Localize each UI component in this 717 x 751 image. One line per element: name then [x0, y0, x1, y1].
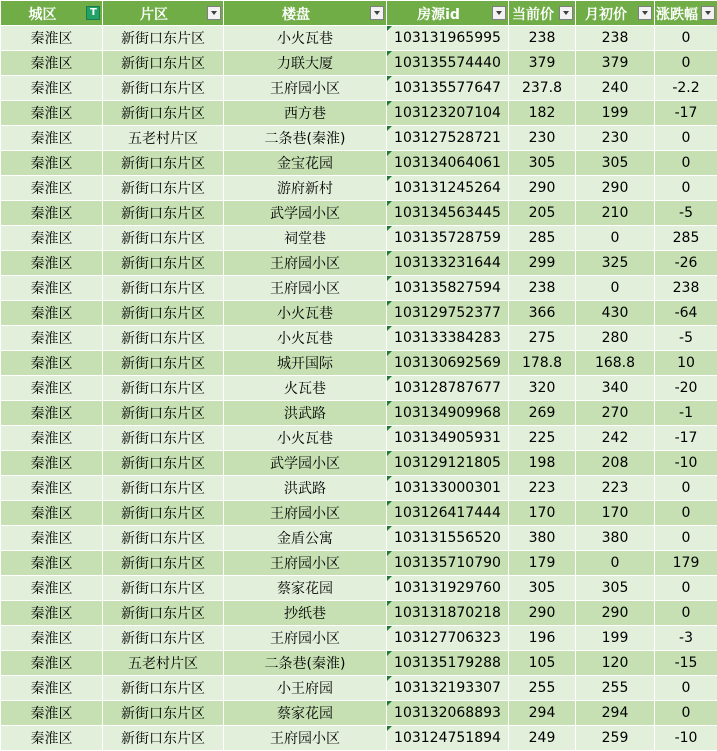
cell-listing-id[interactable]: 103134064061	[387, 151, 509, 176]
cell-change[interactable]: 285	[655, 226, 717, 251]
cell-area[interactable]: 新街口东片区	[103, 101, 224, 126]
cell-area[interactable]: 新街口东片区	[103, 326, 224, 351]
cell-listing-id[interactable]: 103134909968	[387, 401, 509, 426]
cell-change[interactable]: -20	[655, 376, 717, 401]
header-current-price[interactable]	[509, 1, 576, 26]
header-label: 房源id	[387, 4, 490, 24]
cell-current-price[interactable]: 299	[509, 251, 576, 276]
cell-district[interactable]: 秦淮区	[1, 676, 103, 701]
cell-district[interactable]: 秦淮区	[1, 451, 103, 476]
cell-month-start-price[interactable]: 430	[576, 301, 655, 326]
filter-dropdown-icon[interactable]	[559, 6, 573, 20]
cell-current-price[interactable]: 237.8	[509, 76, 576, 101]
cell-change[interactable]: 0	[655, 126, 717, 151]
cell-listing-id[interactable]: 103135179288	[387, 651, 509, 676]
cell-estate[interactable]: 火瓦巷	[224, 376, 387, 401]
table-row	[1, 551, 717, 576]
cell-district[interactable]: 秦淮区	[1, 301, 103, 326]
cell-estate[interactable]: 王府园小区	[224, 726, 387, 751]
cell-current-price[interactable]: 275	[509, 326, 576, 351]
cell-change[interactable]: 0	[655, 151, 717, 176]
cell-district[interactable]: 秦淮区	[1, 251, 103, 276]
cell-district[interactable]: 秦淮区	[1, 701, 103, 726]
cell-district[interactable]: 秦淮区	[1, 401, 103, 426]
header-district[interactable]	[1, 1, 103, 26]
table-body	[1, 26, 717, 751]
cell-current-price[interactable]: 230	[509, 126, 576, 151]
table-row	[1, 376, 717, 401]
header-label: 城区	[1, 4, 84, 24]
cell-estate[interactable]: 抄纸巷	[224, 601, 387, 626]
cell-area[interactable]: 新街口东片区	[103, 151, 224, 176]
header-listing-id[interactable]	[387, 1, 509, 26]
cell-listing-id[interactable]: 103135710790	[387, 551, 509, 576]
cell-change[interactable]: -5	[655, 326, 717, 351]
cell-month-start-price[interactable]: 210	[576, 201, 655, 226]
cell-listing-id[interactable]: 103128787677	[387, 376, 509, 401]
cell-listing-id[interactable]: 103135728759	[387, 226, 509, 251]
cell-current-price[interactable]: 290	[509, 601, 576, 626]
cell-change[interactable]: 179	[655, 551, 717, 576]
cell-month-start-price[interactable]: 0	[576, 551, 655, 576]
cell-month-start-price[interactable]: 208	[576, 451, 655, 476]
cell-district[interactable]: 秦淮区	[1, 51, 103, 76]
cell-area[interactable]: 新街口东片区	[103, 526, 224, 551]
cell-district[interactable]: 秦淮区	[1, 626, 103, 651]
cell-district[interactable]: 秦淮区	[1, 476, 103, 501]
cell-current-price[interactable]: 196	[509, 626, 576, 651]
header-estate[interactable]	[224, 1, 387, 26]
cell-change[interactable]: -5	[655, 201, 717, 226]
filter-dropdown-icon[interactable]	[207, 6, 221, 20]
cell-estate[interactable]: 王府园小区	[224, 551, 387, 576]
header-area[interactable]	[103, 1, 224, 26]
table-row	[1, 426, 717, 451]
cell-change[interactable]: -10	[655, 726, 717, 751]
cell-area[interactable]: 新街口东片区	[103, 276, 224, 301]
cell-listing-id[interactable]: 103132068893	[387, 701, 509, 726]
table-row	[1, 226, 717, 251]
cell-change[interactable]: -26	[655, 251, 717, 276]
cell-area[interactable]: 新街口东片区	[103, 301, 224, 326]
cell-change[interactable]: 0	[655, 701, 717, 726]
cell-listing-id[interactable]: 103133000301	[387, 476, 509, 501]
cell-month-start-price[interactable]: 270	[576, 401, 655, 426]
cell-change[interactable]: 10	[655, 351, 717, 376]
cell-estate[interactable]: 王府园小区	[224, 626, 387, 651]
cell-current-price[interactable]: 249	[509, 726, 576, 751]
table-row	[1, 276, 717, 301]
cell-district[interactable]: 秦淮区	[1, 201, 103, 226]
cell-area[interactable]: 新街口东片区	[103, 176, 224, 201]
cell-current-price[interactable]: 205	[509, 201, 576, 226]
cell-area[interactable]: 新街口东片区	[103, 726, 224, 751]
cell-current-price[interactable]: 285	[509, 226, 576, 251]
cell-area[interactable]: 新街口东片区	[103, 76, 224, 101]
cell-change[interactable]: 0	[655, 26, 717, 51]
cell-month-start-price[interactable]: 294	[576, 701, 655, 726]
cell-area[interactable]: 新街口东片区	[103, 201, 224, 226]
table-row	[1, 576, 717, 601]
cell-listing-id[interactable]: 103124751894	[387, 726, 509, 751]
cell-listing-id[interactable]: 103127706323	[387, 626, 509, 651]
cell-change[interactable]: 0	[655, 526, 717, 551]
cell-current-price[interactable]: 366	[509, 301, 576, 326]
cell-estate[interactable]: 武学园小区	[224, 451, 387, 476]
cell-month-start-price[interactable]: 280	[576, 326, 655, 351]
cell-month-start-price[interactable]: 240	[576, 76, 655, 101]
cell-listing-id[interactable]: 103135577647	[387, 76, 509, 101]
cell-change[interactable]: -10	[655, 451, 717, 476]
cell-district[interactable]: 秦淮区	[1, 326, 103, 351]
cell-district[interactable]: 秦淮区	[1, 576, 103, 601]
cell-change[interactable]: 0	[655, 176, 717, 201]
cell-month-start-price[interactable]: 340	[576, 376, 655, 401]
cell-change[interactable]: 238	[655, 276, 717, 301]
cell-estate[interactable]: 王府园小区	[224, 501, 387, 526]
cell-area[interactable]: 新街口东片区	[103, 676, 224, 701]
table-row	[1, 451, 717, 476]
cell-estate[interactable]: 王府园小区	[224, 76, 387, 101]
cell-estate[interactable]: 城开国际	[224, 351, 387, 376]
cell-estate[interactable]: 洪武路	[224, 401, 387, 426]
header-label: 涨跌幅	[655, 4, 699, 24]
cell-month-start-price[interactable]: 305	[576, 576, 655, 601]
cell-estate[interactable]: 王府园小区	[224, 276, 387, 301]
table-row	[1, 676, 717, 701]
cell-month-start-price[interactable]: 230	[576, 126, 655, 151]
cell-current-price[interactable]: 223	[509, 476, 576, 501]
cell-current-price[interactable]: 379	[509, 51, 576, 76]
cell-month-start-price[interactable]: 380	[576, 526, 655, 551]
cell-estate[interactable]: 金宝花园	[224, 151, 387, 176]
cell-listing-id[interactable]: 103135574440	[387, 51, 509, 76]
cell-change[interactable]: -15	[655, 651, 717, 676]
cell-listing-id[interactable]: 103131870218	[387, 601, 509, 626]
cell-change[interactable]: 0	[655, 476, 717, 501]
table-row	[1, 601, 717, 626]
cell-area[interactable]: 新街口东片区	[103, 601, 224, 626]
cell-listing-id[interactable]: 103133231644	[387, 251, 509, 276]
cell-listing-id[interactable]: 103129752377	[387, 301, 509, 326]
cell-current-price[interactable]: 198	[509, 451, 576, 476]
cell-month-start-price[interactable]: 0	[576, 276, 655, 301]
cell-estate[interactable]: 二条巷(秦淮)	[224, 126, 387, 151]
cell-area[interactable]: 新街口东片区	[103, 251, 224, 276]
cell-current-price[interactable]: 380	[509, 526, 576, 551]
table-row	[1, 626, 717, 651]
cell-estate[interactable]: 小火瓦巷	[224, 426, 387, 451]
table-row	[1, 476, 717, 501]
filter-dropdown-icon[interactable]	[370, 6, 384, 20]
cell-month-start-price[interactable]: 0	[576, 226, 655, 251]
table-row	[1, 401, 717, 426]
cell-change[interactable]: 0	[655, 51, 717, 76]
cell-listing-id[interactable]: 103131556520	[387, 526, 509, 551]
cell-listing-id[interactable]: 103131929760	[387, 576, 509, 601]
cell-current-price[interactable]: 238	[509, 276, 576, 301]
cell-district[interactable]: 秦淮区	[1, 151, 103, 176]
cell-area[interactable]: 新街口东片区	[103, 26, 224, 51]
cell-month-start-price[interactable]: 170	[576, 501, 655, 526]
cell-month-start-price[interactable]: 242	[576, 426, 655, 451]
cell-listing-id[interactable]: 103131245264	[387, 176, 509, 201]
cell-current-price[interactable]: 179	[509, 551, 576, 576]
cell-month-start-price[interactable]: 199	[576, 626, 655, 651]
cell-area[interactable]: 五老村片区	[103, 651, 224, 676]
cell-listing-id[interactable]: 103133384283	[387, 326, 509, 351]
cell-listing-id[interactable]: 103134905931	[387, 426, 509, 451]
cell-change[interactable]: 0	[655, 576, 717, 601]
cell-listing-id[interactable]: 103131965995	[387, 26, 509, 51]
cell-district[interactable]: 秦淮区	[1, 76, 103, 101]
cell-listing-id[interactable]: 103132193307	[387, 676, 509, 701]
cell-district[interactable]: 秦淮区	[1, 651, 103, 676]
cell-current-price[interactable]: 305	[509, 151, 576, 176]
cell-district[interactable]: 秦淮区	[1, 426, 103, 451]
cell-district[interactable]: 秦淮区	[1, 376, 103, 401]
table-row	[1, 201, 717, 226]
cell-estate[interactable]: 洪武路	[224, 476, 387, 501]
cell-district[interactable]: 秦淮区	[1, 726, 103, 751]
header-change[interactable]	[655, 1, 717, 26]
cell-change[interactable]: -3	[655, 626, 717, 651]
cell-change[interactable]: 0	[655, 601, 717, 626]
cell-change[interactable]: -2.2	[655, 76, 717, 101]
filter-dropdown-icon[interactable]	[492, 6, 506, 20]
table-row	[1, 526, 717, 551]
cell-area[interactable]: 五老村片区	[103, 126, 224, 151]
cell-month-start-price[interactable]: 223	[576, 476, 655, 501]
cell-estate[interactable]: 游府新村	[224, 176, 387, 201]
cell-month-start-price[interactable]: 120	[576, 651, 655, 676]
table-row	[1, 176, 717, 201]
cell-current-price[interactable]: 238	[509, 26, 576, 51]
table-row	[1, 251, 717, 276]
cell-estate[interactable]: 力联大厦	[224, 51, 387, 76]
cell-month-start-price[interactable]: 259	[576, 726, 655, 751]
cell-district[interactable]: 秦淮区	[1, 126, 103, 151]
cell-area[interactable]: 新街口东片区	[103, 501, 224, 526]
cell-estate[interactable]: 小火瓦巷	[224, 26, 387, 51]
table-row	[1, 101, 717, 126]
cell-current-price[interactable]: 255	[509, 676, 576, 701]
cell-month-start-price[interactable]: 199	[576, 101, 655, 126]
cell-area[interactable]: 新街口东片区	[103, 51, 224, 76]
cell-area[interactable]: 新街口东片区	[103, 351, 224, 376]
cell-district[interactable]: 秦淮区	[1, 276, 103, 301]
table-row	[1, 126, 717, 151]
cell-month-start-price[interactable]: 325	[576, 251, 655, 276]
table-row	[1, 26, 717, 51]
header-label: 楼盘	[224, 4, 368, 24]
cell-month-start-price[interactable]: 290	[576, 601, 655, 626]
cell-area[interactable]: 新街口东片区	[103, 451, 224, 476]
cell-month-start-price[interactable]: 168.8	[576, 351, 655, 376]
cell-area[interactable]: 新街口东片区	[103, 701, 224, 726]
cell-listing-id[interactable]: 103126417444	[387, 501, 509, 526]
cell-estate[interactable]: 小火瓦巷	[224, 326, 387, 351]
table-row	[1, 501, 717, 526]
cell-current-price[interactable]: 182	[509, 101, 576, 126]
cell-estate[interactable]: 二条巷(秦淮)	[224, 651, 387, 676]
cell-district[interactable]: 秦淮区	[1, 176, 103, 201]
cell-change[interactable]: -1	[655, 401, 717, 426]
cell-estate[interactable]: 蔡家花园	[224, 701, 387, 726]
cell-district[interactable]: 秦淮区	[1, 101, 103, 126]
cell-month-start-price[interactable]: 255	[576, 676, 655, 701]
cell-district[interactable]: 秦淮区	[1, 551, 103, 576]
cell-current-price[interactable]: 305	[509, 576, 576, 601]
cell-current-price[interactable]: 320	[509, 376, 576, 401]
cell-area[interactable]: 新街口东片区	[103, 226, 224, 251]
cell-estate[interactable]: 蔡家花园	[224, 576, 387, 601]
cell-change[interactable]: -17	[655, 426, 717, 451]
table-row	[1, 51, 717, 76]
cell-area[interactable]: 新街口东片区	[103, 426, 224, 451]
cell-listing-id[interactable]: 103123207104	[387, 101, 509, 126]
cell-change[interactable]: -64	[655, 301, 717, 326]
cell-change[interactable]: 0	[655, 676, 717, 701]
table-row	[1, 76, 717, 101]
cell-area[interactable]: 新街口东片区	[103, 551, 224, 576]
cell-current-price[interactable]: 294	[509, 701, 576, 726]
cell-estate[interactable]: 西方巷	[224, 101, 387, 126]
cell-listing-id[interactable]: 103135827594	[387, 276, 509, 301]
cell-estate[interactable]: 王府园小区	[224, 251, 387, 276]
table-row	[1, 301, 717, 326]
cell-listing-id[interactable]: 103127528721	[387, 126, 509, 151]
cell-current-price[interactable]: 290	[509, 176, 576, 201]
table-row	[1, 651, 717, 676]
cell-current-price[interactable]: 170	[509, 501, 576, 526]
cell-current-price[interactable]: 105	[509, 651, 576, 676]
cell-current-price[interactable]: 178.8	[509, 351, 576, 376]
cell-change[interactable]: 0	[655, 501, 717, 526]
cell-estate[interactable]: 小火瓦巷	[224, 301, 387, 326]
header-row	[1, 1, 717, 26]
cell-listing-id[interactable]: 103129121805	[387, 451, 509, 476]
cell-month-start-price[interactable]: 290	[576, 176, 655, 201]
cell-area[interactable]: 新街口东片区	[103, 476, 224, 501]
cell-month-start-price[interactable]: 379	[576, 51, 655, 76]
cell-area[interactable]: 新街口东片区	[103, 401, 224, 426]
cell-district[interactable]: 秦淮区	[1, 351, 103, 376]
cell-district[interactable]: 秦淮区	[1, 601, 103, 626]
cell-district[interactable]: 秦淮区	[1, 226, 103, 251]
cell-listing-id[interactable]: 103134563445	[387, 201, 509, 226]
table-row	[1, 351, 717, 376]
cell-month-start-price[interactable]: 238	[576, 26, 655, 51]
filter-dropdown-icon[interactable]	[701, 6, 715, 20]
cell-district[interactable]: 秦淮区	[1, 26, 103, 51]
table-row	[1, 151, 717, 176]
cell-current-price[interactable]: 225	[509, 426, 576, 451]
filter-active-icon[interactable]	[86, 6, 100, 20]
cell-estate[interactable]: 金盾公寓	[224, 526, 387, 551]
table-row	[1, 326, 717, 351]
cell-month-start-price[interactable]: 305	[576, 151, 655, 176]
cell-current-price[interactable]: 269	[509, 401, 576, 426]
cell-estate[interactable]: 武学园小区	[224, 201, 387, 226]
cell-change[interactable]: -17	[655, 101, 717, 126]
cell-area[interactable]: 新街口东片区	[103, 376, 224, 401]
header-month-start-price[interactable]	[576, 1, 655, 26]
cell-area[interactable]: 新街口东片区	[103, 576, 224, 601]
cell-estate[interactable]: 小王府园	[224, 676, 387, 701]
filter-dropdown-icon[interactable]	[638, 6, 652, 20]
cell-listing-id[interactable]: 103130692569	[387, 351, 509, 376]
cell-district[interactable]: 秦淮区	[1, 526, 103, 551]
header-label: 片区	[103, 4, 205, 24]
cell-district[interactable]: 秦淮区	[1, 501, 103, 526]
header-label: 当前价	[509, 4, 557, 24]
cell-area[interactable]: 新街口东片区	[103, 626, 224, 651]
table-row	[1, 701, 717, 726]
header-label: 月初价	[576, 4, 636, 24]
cell-estate[interactable]: 祠堂巷	[224, 226, 387, 251]
